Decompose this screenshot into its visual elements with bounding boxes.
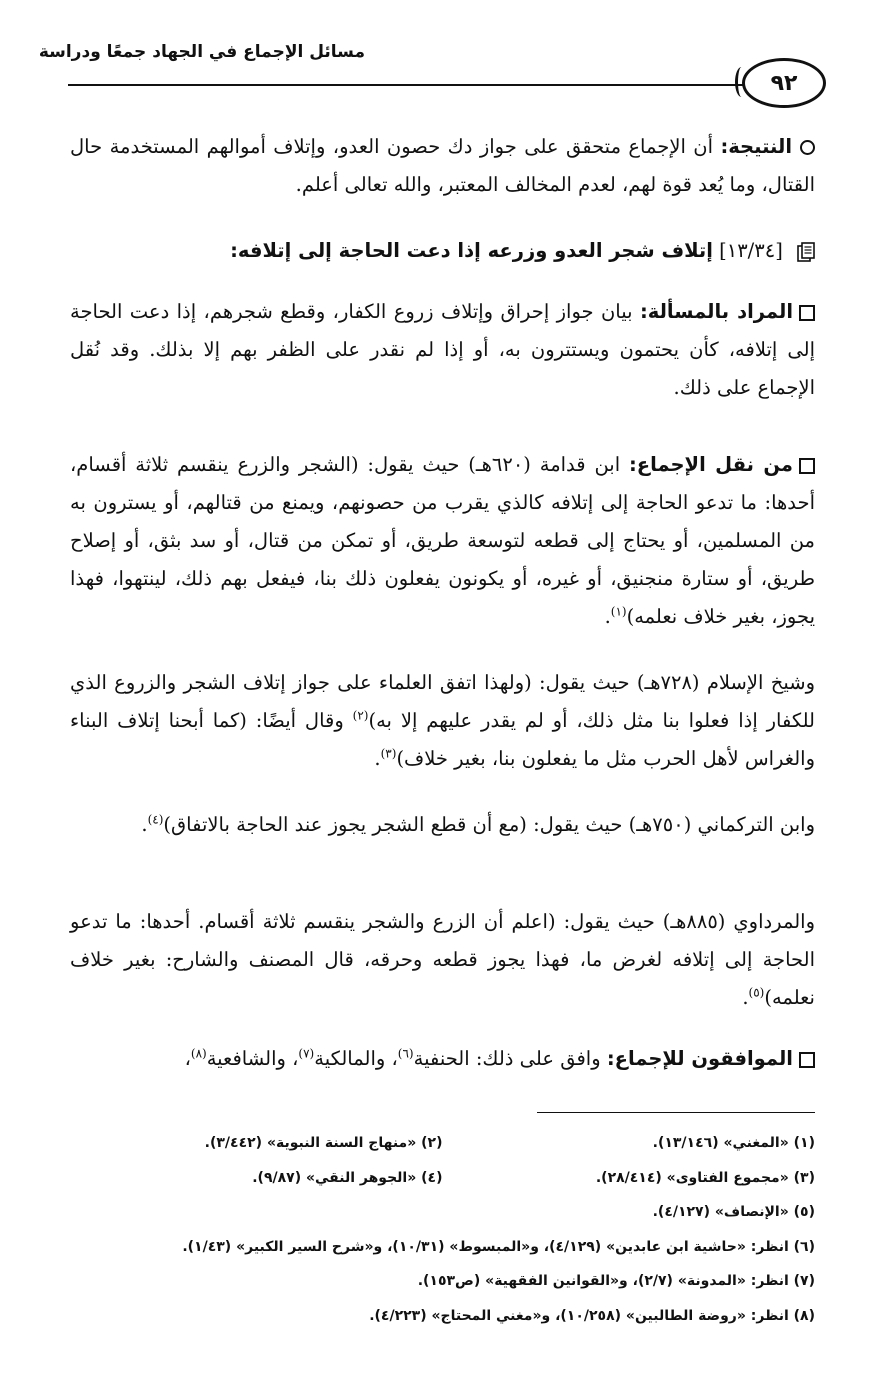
header-rule	[68, 84, 758, 86]
footnotes	[70, 1126, 815, 1333]
footnote-ref: (٢)	[352, 708, 369, 723]
footnote-ref: (٨)	[190, 1046, 207, 1061]
period: .	[141, 813, 148, 836]
mardawi-paragraph	[70, 903, 815, 1017]
footnote-6: (٦) انظر: «حاشية ابن عابدين» (٤/١٢٩)، و«المبسوط» (١٠/٣١)، و«شرح السير الكبير» (١/٤٣).	[182, 1238, 815, 1255]
page-number-badge	[742, 58, 826, 108]
agreeing-maliki: ، والمالكية	[314, 1047, 398, 1070]
footnote-ref: (١)	[610, 604, 627, 619]
agreeing-text: وافق على ذلك: الحنفية	[413, 1047, 601, 1070]
square-bullet-icon	[799, 1052, 815, 1068]
result-label: النتيجة:	[720, 135, 793, 158]
comma: ،	[184, 1047, 191, 1070]
footnote-8: (٨) انظر: «روضة الطالبين» (١٠/٢٥٨)، و«مغني المحتاج» (٤/٢٢٣).	[369, 1307, 815, 1324]
intent-text: بيان جواز إحراق وإتلاف زروع الكفار، وقطع شجرهم، إذا دعت الحاجة إلى إتلافه، كأن يحتمون ويستترون به، أو إذا لم نقدر على الظفر بهم إلا بذلك. وقد نُقل الإجماع على ذلك.	[70, 300, 815, 399]
turkmani-text: وابن التركماني (٧٥٠هـ) حيث يقول: (مع أن قطع الشجر يجوز عند الحاجة بالاتفاق)	[163, 813, 815, 836]
transmission-paragraph	[70, 446, 815, 636]
intent-paragraph	[70, 293, 815, 407]
issue-number: [١٣/٣٤]	[719, 239, 783, 262]
footnote-5: (٥) «الإنصاف» (٤/١٢٧).	[652, 1204, 815, 1220]
result-text: أن الإجماع متحقق على جواز دك حصون العدو، وإتلاف أموالهم المستخدمة حال القتال، وما يُعد قوة لهم، لعدم المخالف المعتبر، والله تعالى أعلم.	[70, 135, 815, 196]
footnote-separator	[537, 1112, 815, 1113]
running-header-title: مسائل الإجماع في الجهاد جمعًا ودراسة	[38, 42, 365, 62]
agreeing-label: الموافقون للإجماع:	[606, 1047, 793, 1070]
period: .	[742, 986, 749, 1009]
footnote-row	[70, 1264, 815, 1299]
footnote-row	[70, 1161, 815, 1196]
footnote-row	[70, 1126, 815, 1161]
mardawi-text: والمرداوي (٨٨٥هـ) حيث يقول: (اعلم أن الزرع والشجر ينقسم ثلاثة أقسام. أحدها: ما تدعو الحاجة إلى إتلافه لغرض ما، فهذا يجوز قطعه وحرقه، قال المصنف والشارح: بغير خلاف نعلمه)	[70, 910, 815, 1009]
result-paragraph	[70, 128, 815, 204]
footnote-2: (٢) «منهاج السنة النبوية» (٣/٤٤٢).	[204, 1135, 443, 1151]
footnote-ref: (٣)	[380, 746, 397, 761]
issue-title: إتلاف شجر العدو وزرعه إذا دعت الحاجة إلى إتلافه:	[230, 239, 713, 262]
transmission-label: من نقل الإجماع:	[628, 453, 793, 476]
shaykh-paragraph	[70, 664, 815, 778]
period: .	[374, 747, 381, 770]
footnote-ref: (٧)	[298, 1046, 315, 1061]
page-number: ٩٢	[770, 70, 798, 96]
footnote-row	[70, 1299, 815, 1334]
footnote-4: (٤) «الجوهر النقي» (٩/٨٧).	[252, 1169, 443, 1186]
footnote-ref: (٥)	[748, 985, 765, 1000]
footnote-ref: (٤)	[147, 812, 164, 827]
transmission-text: ابن قدامة (٦٢٠هـ) حيث يقول: (الشجر والزرع ينقسم ثلاثة أقسام، أحدها: ما تدعو الحاجة إلى إتلافه كالذي يقرب من حصونهم، ويمنع من قتالهم، أو يسترون به من المسلمين، أو يحتاج إلى قطعه لتوسعة طريق، أو تمكن من قتال، أو سد بثق، أو إصلاح طريق، أو ستارة منجنيق، أو غيره، أو يكونون يفعلون ذلك بنا، فيفعل بهم ذلك، لينتهوا، فهذا يجوز، بغير خلاف نعلمه)	[70, 453, 815, 628]
square-bullet-icon	[799, 305, 815, 321]
turkmani-paragraph	[70, 806, 815, 844]
footnote-row	[70, 1230, 815, 1265]
shaykh-text-2: وقال أيضًا: (كما أبحنا إتلاف البناء والغراس لأهل الحرب مثل ما يفعلون بنا، بغير خلاف)	[70, 709, 815, 770]
intent-label: المراد بالمسألة:	[639, 300, 793, 323]
shaykh-text-1: وشيخ الإسلام (٧٢٨هـ) حيث يقول: (ولهذا اتفق العلماء على جواز إتلاف الشجر والزروع الذي للكفار إذا فعلوا بنا مثل ذلك، أو لم يقدر عليهم إلا به)	[70, 671, 815, 732]
square-bullet-icon	[799, 458, 815, 474]
agreeing-shafii: ، والشافعية	[206, 1047, 299, 1070]
circle-bullet-icon	[800, 140, 815, 155]
period: .	[604, 605, 611, 628]
footnote-1: (١) «المغني» (١٣/١٤٦).	[652, 1135, 815, 1151]
agreeing-paragraph	[70, 1040, 815, 1078]
footnote-3: (٣) «مجموع الفتاوى» (٢٨/٤١٤).	[595, 1169, 815, 1186]
footnote-ref: (٦)	[397, 1046, 414, 1061]
footnote-row	[70, 1195, 815, 1230]
documents-icon	[797, 242, 815, 262]
issue-heading	[70, 232, 815, 270]
footnote-7: (٧) انظر: «المدونة» (٢/٧)، و«القوانين الفقهية» (ص١٥٣).	[417, 1273, 815, 1289]
